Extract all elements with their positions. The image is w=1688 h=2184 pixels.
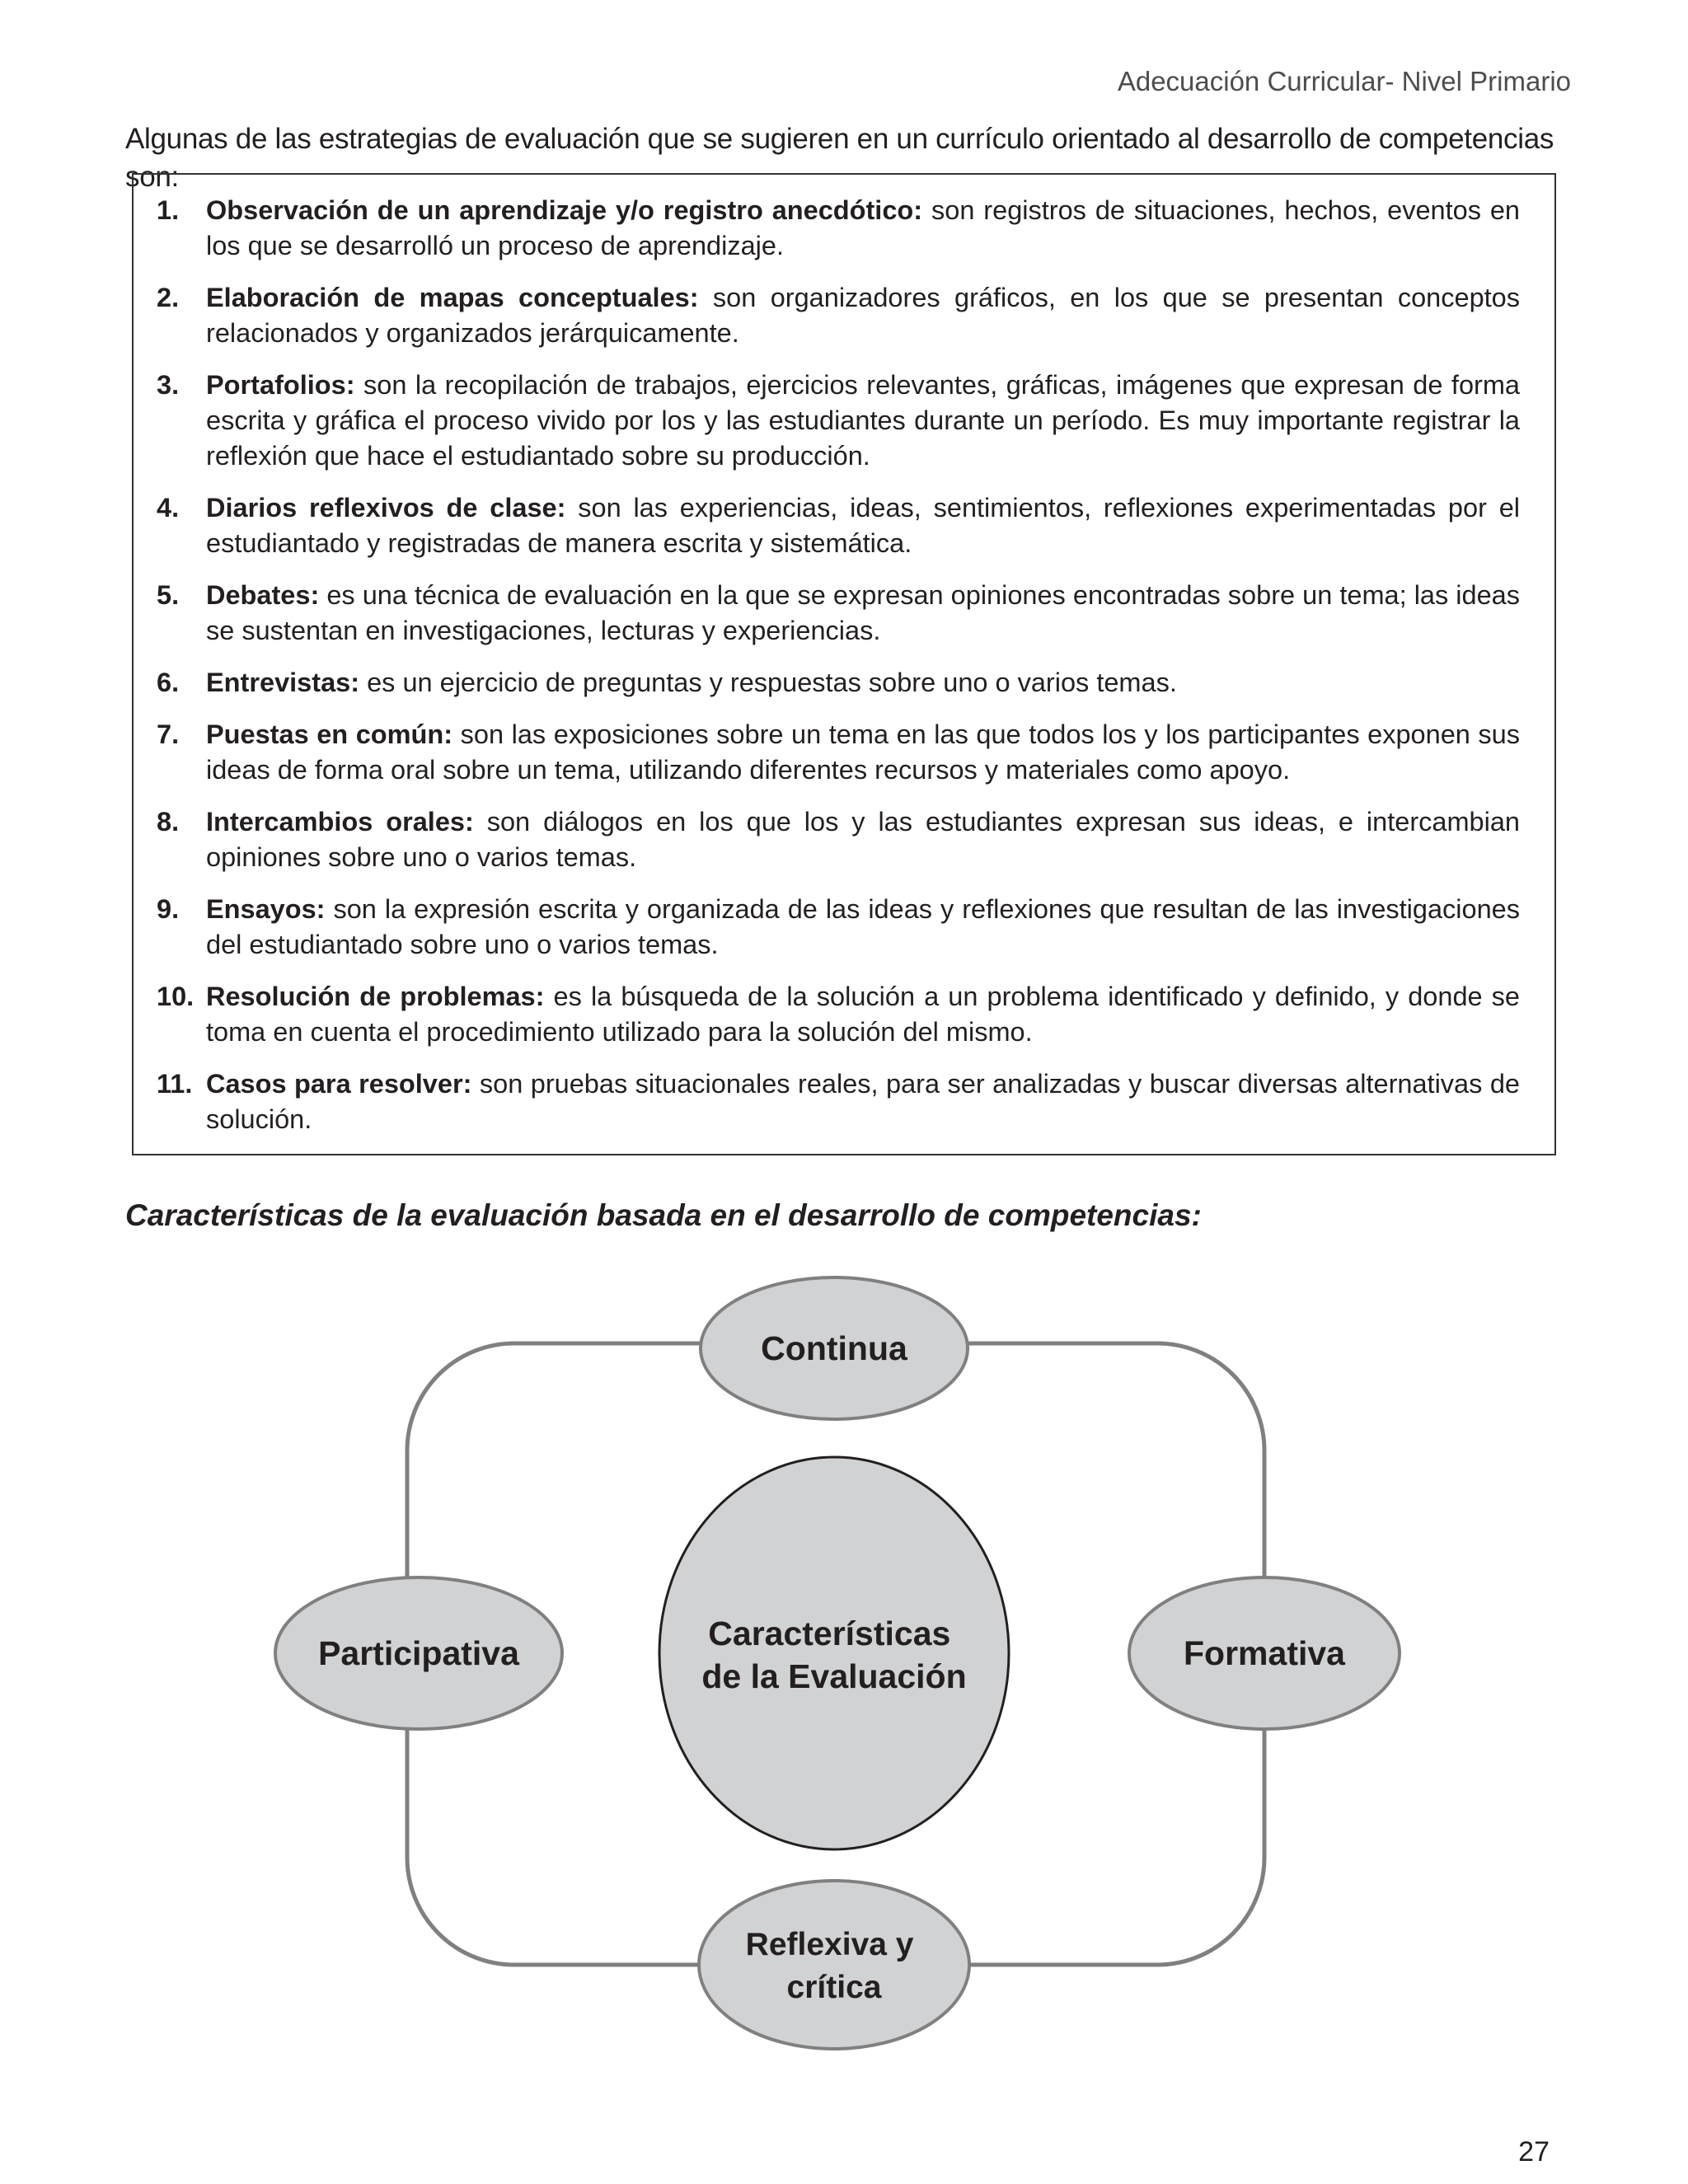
item-term: Entrevistas: [206,668,360,697]
center-circle [659,1457,1009,1849]
item-number: 4. [157,493,180,523]
oval-reflexiva [699,1881,969,2049]
item-term: Puestas en común: [206,719,453,749]
list-item [157,804,1520,875]
item-number: 1. [157,195,180,225]
item-term: Ensayos: [206,894,326,924]
label-participativa: Participativa [318,1634,519,1672]
item-number: 11. [157,1069,193,1099]
evaluation-diagram [0,1253,1688,2077]
label-continua: Continua [761,1329,907,1367]
item-text: es una técnica de evaluación en la que se expresan opiniones encontradas sobre un tema; las ideas se sustentan en investigaciones, lecturas y experiencias. [206,580,1520,645]
item-term: Diarios reflexivos de clase: [206,493,566,523]
intro-paragraph: Algunas de las estrategias de evaluación que se sugieren en un currículo orientado al desarrollo de competencias son: [125,123,1554,193]
item-number: 10. [157,982,195,1011]
item-text: son la expresión escrita y organizada de las ideas y reflexiones que resultan de las investigaciones del estudiantado sobre uno o varios temas. [206,894,1520,959]
item-number: 6. [157,668,180,697]
list-item [157,578,1520,649]
item-text: son registros de situaciones, hechos, eventos en los que se desarrolló un proceso de aprendizaje. [206,195,1521,260]
page-number: 27 [1518,2136,1550,2168]
item-text: es la búsqueda de la solución a un problema identificado y definido, y donde se toma en cuenta el procedimiento utilizado para la solución del mismo. [206,982,1521,1047]
item-term: Resolución de problemas: [206,982,545,1011]
item-term: Elaboración de mapas conceptuales: [206,283,699,312]
item-term: Observación de un aprendizaje y/o registro anecdótico: [206,195,923,225]
item-text: son la recopilación de trabajos, ejercicios relevantes, gráficas, imágenes que expresan de forma escrita y gráfica el proceso vivido por los y las estudiantes durante un período. Es muy importante registrar la reflexión que hace el estudiantado sobre su producción. [206,370,1520,471]
strategies-box [132,173,1556,1155]
item-number: 3. [157,370,180,400]
list-item [157,1066,1520,1137]
label-reflexiva-line1: Reflexiva y [745,1927,914,1962]
item-term: Intercambios orales: [206,807,474,837]
item-text: es un ejercicio de preguntas y respuestas sobre uno o varios temas. [359,668,1177,697]
item-text: son las experiencias, ideas, sentimientos, reflexiones experimentadas por el estudiantado y registradas de manera escrita y sistemática. [206,493,1520,558]
list-item [157,368,1520,474]
running-header: Adecuación Curricular- Nivel Primario [1117,66,1571,96]
center-label-line2: de la Evaluación [701,1657,967,1695]
list-item [157,892,1520,963]
item-term: Debates: [206,580,320,610]
list-item [157,193,1520,264]
list-item [157,280,1520,351]
item-text: son las exposiciones sobre un tema en las que todos los y los participantes exponen sus ideas de forma oral sobre un tema, utilizando diferentes recursos y materiales como apoyo. [206,719,1520,785]
item-term: Portafolios: [206,370,355,400]
item-text: son organizadores gráficos, en los que se presentan conceptos relacionados y organizados jerárquicamente. [206,283,1520,348]
list-item [157,490,1520,561]
list-item [157,717,1520,788]
list-item [157,979,1520,1050]
diagram-heading: Características de la evaluación basada en el desarrollo de competencias: [125,1198,1202,1232]
item-number: 2. [157,283,180,312]
label-reflexiva-line2: crítica [786,1970,882,2005]
item-term: Casos para resolver: [206,1069,472,1099]
strategies-list [157,193,1520,1137]
item-number: 7. [157,719,180,749]
item-text: son pruebas situacionales reales, para ser analizadas y buscar diversas alternativas de solución. [206,1069,1520,1134]
item-number: 8. [157,807,180,837]
item-number: 5. [157,580,180,610]
list-item [157,665,1520,701]
item-text: son diálogos en los que los y las estudiantes expresan sus ideas, e intercambian opiniones sobre uno o varios temas. [206,807,1520,872]
label-formativa: Formativa [1184,1634,1345,1672]
center-label-line1: Características [708,1615,951,1652]
item-number: 9. [157,894,180,924]
